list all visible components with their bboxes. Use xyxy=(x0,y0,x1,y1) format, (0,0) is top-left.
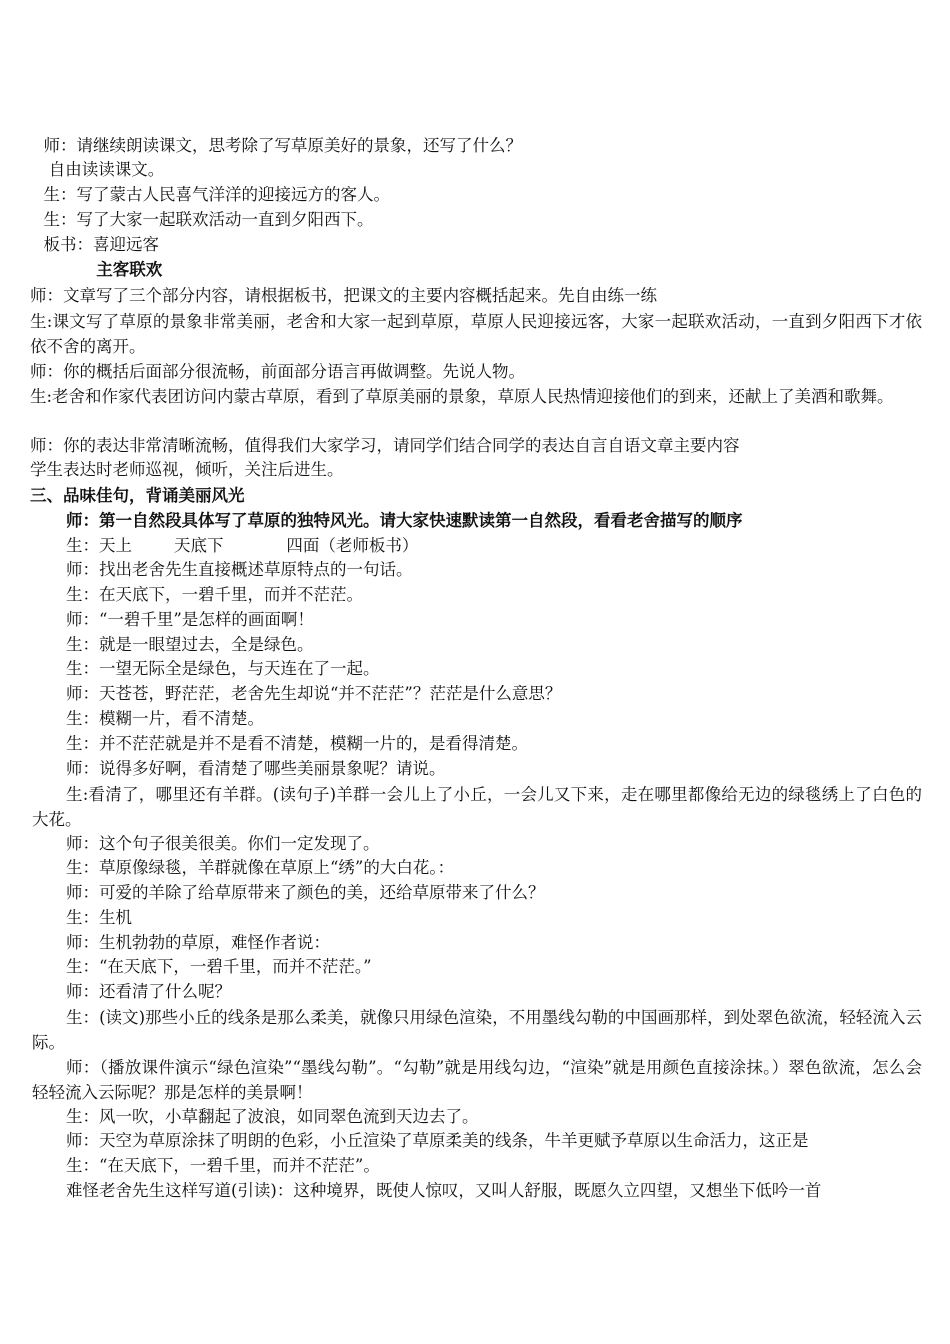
teacher-line-12: 师：生机勃勃的草原，难怪作者说： xyxy=(66,933,330,952)
student-line-13: 生：“在天底下，一碧千里，而并不茫茫”。 xyxy=(66,1156,380,1175)
student-line-1: 生：写了蒙古人民喜气洋洋的迎接远方的客人。 xyxy=(33,185,390,204)
narration-line: 难怪老舍先生这样写道(引读)：这种境界，既使人惊叹，又叫人舒服，既愿久立四望，又想坐下低吟一首 xyxy=(66,1181,822,1200)
student-paragraph-1: 生:课文写了草原的景象非常美丽，老舍和大家一起到草原，草原人民迎接远客，大家一起联欢活动，一直到夕阳西下才依依不舍的离开。 xyxy=(30,312,922,356)
blackboard-line-1: 板书：喜迎远客 xyxy=(33,235,159,254)
student-line-7: 生：模糊一片，看不清楚。 xyxy=(66,709,264,728)
teacher-paragraph-1: 师：（播放课件演示“绿色渲染”“墨线勾勒”。“勾勒”就是用线勾边，“渲染”就是用颜色直接涂抹。）翠色欲流，怎么会轻轻流入云际呢？那是怎样的美景啊！ xyxy=(32,1058,922,1102)
student-line-12: 生：风一吹，小草翻起了波浪，如同翠色流到天边去了。 xyxy=(66,1107,479,1126)
teacher-line-3: 师：你的概括后面部分很流畅，前面部分语言再做调整。先说人物。 xyxy=(30,362,525,381)
teacher-line-2: 师：文章写了三个部分内容，请根据板书，把课文的主要内容概括起来。先自由练一练 xyxy=(30,286,657,305)
student-line-8: 生：并不茫茫就是并不是看不清楚，模糊一片的，是看得清楚。 xyxy=(66,734,528,753)
teacher-line-1: 师：请继续朗读课文，思考除了写草原美好的景象，还写了什么？ xyxy=(33,136,522,155)
student-line-4: 生：在天底下，一碧千里，而并不茫茫。 xyxy=(66,585,363,604)
student-line-9: 生：草原像绿毯，羊群就像在草原上“绣”的大白花。： xyxy=(66,858,455,877)
teacher-line-6: 师：找出老舍先生直接概述草原特点的一句话。 xyxy=(66,560,413,579)
blackboard-line-2: 主客联欢 xyxy=(33,260,163,279)
student-paragraph-4: 生：(读文)那些小丘的线条是那么柔美，就像只用绿色渲染，不用墨线勾勒的中国画那样，到处翠色欲流，轻轻流入云际。 xyxy=(32,1008,922,1052)
teacher-line-14: 师：天空为草原涂抹了明朗的色彩，小丘渲染了草原柔美的线条，牛羊更赋予草原以生命活力，这正是 xyxy=(66,1131,809,1150)
teacher-line-5: 师：第一自然段具体写了草原的独特风光。请大家快速默读第一自然段，看看老舍描写的顺序 xyxy=(66,511,743,530)
teacher-line-8: 师：天苍苍，野茫茫，老舍先生却说“并不茫茫”？茫茫是什么意思？ xyxy=(66,684,562,703)
teacher-line-13: 师：还看清了什么呢？ xyxy=(66,982,231,1001)
teacher-note-line: 学生表达时老师巡视，倾听，关注后进生。 xyxy=(30,460,344,479)
teacher-line-7: 师：“一碧千里”是怎样的画面啊！ xyxy=(66,610,314,629)
teacher-line-9: 师：说得多好啊，看清楚了哪些美丽景象呢？请说。 xyxy=(66,759,446,778)
teacher-line-11: 师：可爱的羊除了给草原带来了颜色的美，还给草原带来了什么？ xyxy=(66,883,545,902)
student-line-10: 生：生机 xyxy=(66,908,132,927)
student-line-5: 生：就是一眼望过去，全是绿色。 xyxy=(66,635,314,654)
teacher-line-4: 师：你的表达非常清晰流畅，值得我们大家学习，请同学们结合同学的表达自言自语文章主要内容 xyxy=(30,436,740,455)
student-reading-line: 自由读读课文。 xyxy=(33,160,165,179)
student-line-3: 生：天上 天底下 四面（老师板书） xyxy=(66,536,419,555)
student-line-2: 生：写了大家一起联欢活动一直到夕阳西下。 xyxy=(33,210,374,229)
teacher-line-10: 师：这个句子很美很美。你们一定发现了。 xyxy=(66,834,380,853)
section-heading: 三、品味佳句，背诵美丽风光 xyxy=(30,486,245,505)
student-line-11: 生：“在天底下，一碧千里，而并不茫茫。” xyxy=(66,957,372,976)
student-paragraph-3: 生:看清了，哪里还有羊群。(读句子)羊群一会儿上了小丘，一会儿又下来，走在哪里都像给无边的绿毯绣上了白色的大花。 xyxy=(32,785,922,829)
student-line-6: 生：一望无际全是绿色，与天连在了一起。 xyxy=(66,659,380,678)
student-paragraph-2: 生:老舍和作家代表团访问内蒙古草原，看到了草原美丽的景象，草原人民热情迎接他们的到来，还献上了美酒和歌舞。 xyxy=(30,387,894,406)
